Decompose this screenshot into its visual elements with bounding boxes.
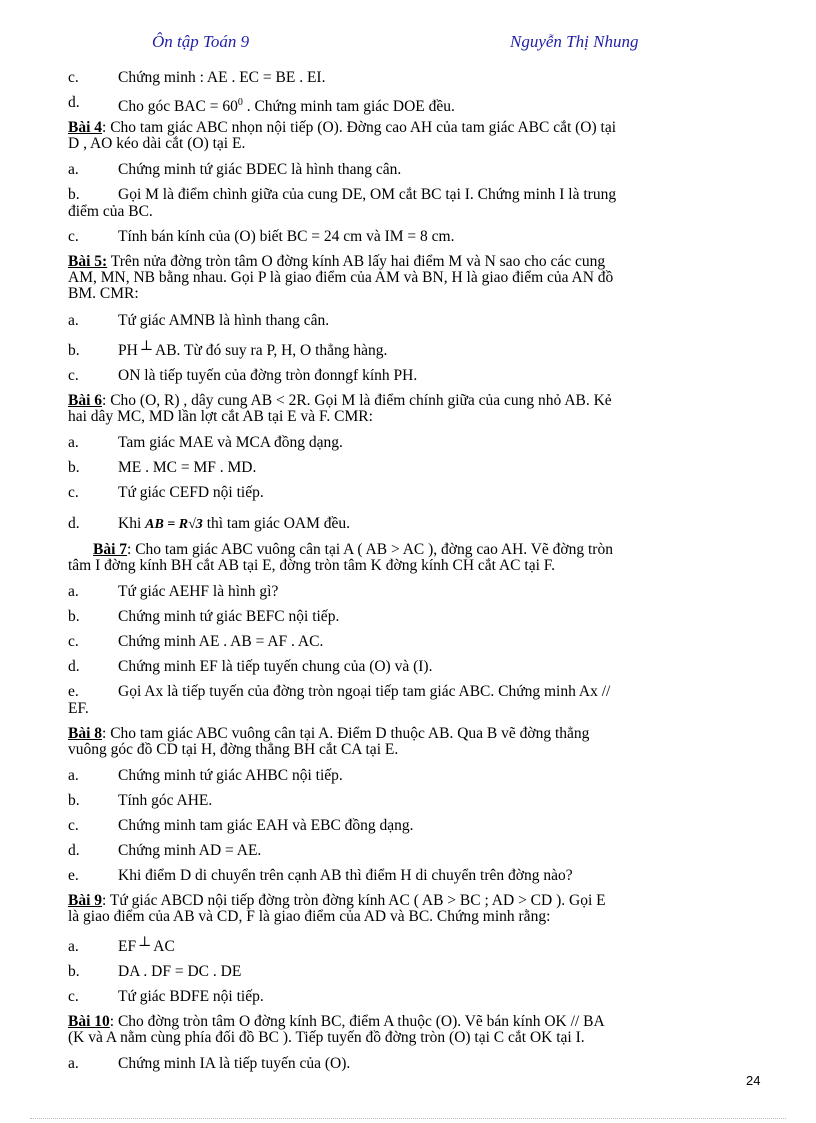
- item-label: d.: [68, 94, 80, 111]
- item-line: b. Gọi M là điểm chình giữa của cung DE, OM cắt BC tại I. Chứng minh I là trung điểm của BC.: [68, 186, 617, 220]
- exercise-5: Bài 5: Trên nửa đờng tròn tâm O đờng kính AB lấy hai điểm M và N sao cho các cung AM, MN, NB bằng nhau. Gọi P là giao điểm của AM và BN, H là giao điểm của AN đồ BM. CMR:: [68, 253, 614, 302]
- perpendicular-symbol: ⊥: [138, 935, 152, 950]
- header-right: Nguyễn Thị Nhung: [510, 32, 639, 51]
- item-text: Chứng minh : AE . EC = BE . EI.: [118, 69, 326, 86]
- exercise-title: Bài 4: [68, 119, 103, 136]
- exercise-title: Bài 6: [68, 392, 103, 409]
- exercise-7: Bài 7: Cho tam giác ABC vuông cân tại A ( AB > AC ), đờng cao AH. Vẽ đờng tròn tâm I đờng kính BH cắt AB tại E, đờng tròn tâm K đờng kính CH cắt AC tại F.: [68, 541, 613, 574]
- footer-rule: [30, 1118, 786, 1119]
- exercise-title: Bài 5:: [68, 253, 108, 270]
- item-label: c.: [68, 69, 79, 86]
- item-line: e. Gọi Ax là tiếp tuyến của đờng tròn ngoại tiếp tam giác ABC. Chứng minh Ax // EF.: [68, 683, 611, 717]
- exercise-9: Bài 9: Tứ giác ABCD nội tiếp đờng tròn đờng kính AC ( AB > BC ; AD > CD ). Gọi E là giao điểm của AB và CD, F là giao điểm của AD và BC. Chứng minh rằng:: [68, 892, 606, 925]
- exercise-6: Bài 6: Cho (O, R) , dây cung AB < 2R. Gọi M là điểm chính giữa của cung nhỏ AB. Kẻ hai dây MC, MD lần lợt cắt AB tại E và F. CMR:: [68, 392, 612, 425]
- exercise-title: Bài 10: [68, 1013, 110, 1030]
- exercise-title: Bài 8: [68, 725, 103, 742]
- exercise-10: Bài 10: Cho đờng tròn tâm O đờng kính BC, điểm A thuộc (O). Vẽ bán kính OK // BA (K và A nằm cùng phía đối đồ BC ). Tiếp tuyến đồ đờng tròn (O) tại C cắt OK tại I.: [68, 1013, 605, 1046]
- exercise-title: Bài 9: [68, 892, 103, 909]
- formula: AB = R√3: [145, 517, 203, 532]
- header-left: Ôn tập Toán 9: [152, 32, 250, 51]
- item-text: Cho góc BAC = $60^0$ . Chứng minh tam giác DOE đều.: [118, 97, 455, 116]
- perpendicular-symbol: ⊥: [139, 339, 153, 354]
- degree-sup: 0: [237, 97, 243, 108]
- exercise-8: Bài 8: Cho tam giác ABC vuông cân tại A. Điểm D thuộc AB. Qua B vẽ đờng thẳng vuông góc đồ CD tại H, đờng thẳng BH cắt CA tại E.: [68, 725, 590, 758]
- exercise-title: Bài 7: [93, 541, 128, 558]
- exercise-4: Bài 4: Cho tam giác ABC nhọn nội tiếp (O). Đờng cao AH của tam giác ABC cắt (O) tại D , AO kéo dài cắt (O) tại E.: [68, 119, 617, 152]
- page-number: 24: [746, 1073, 761, 1088]
